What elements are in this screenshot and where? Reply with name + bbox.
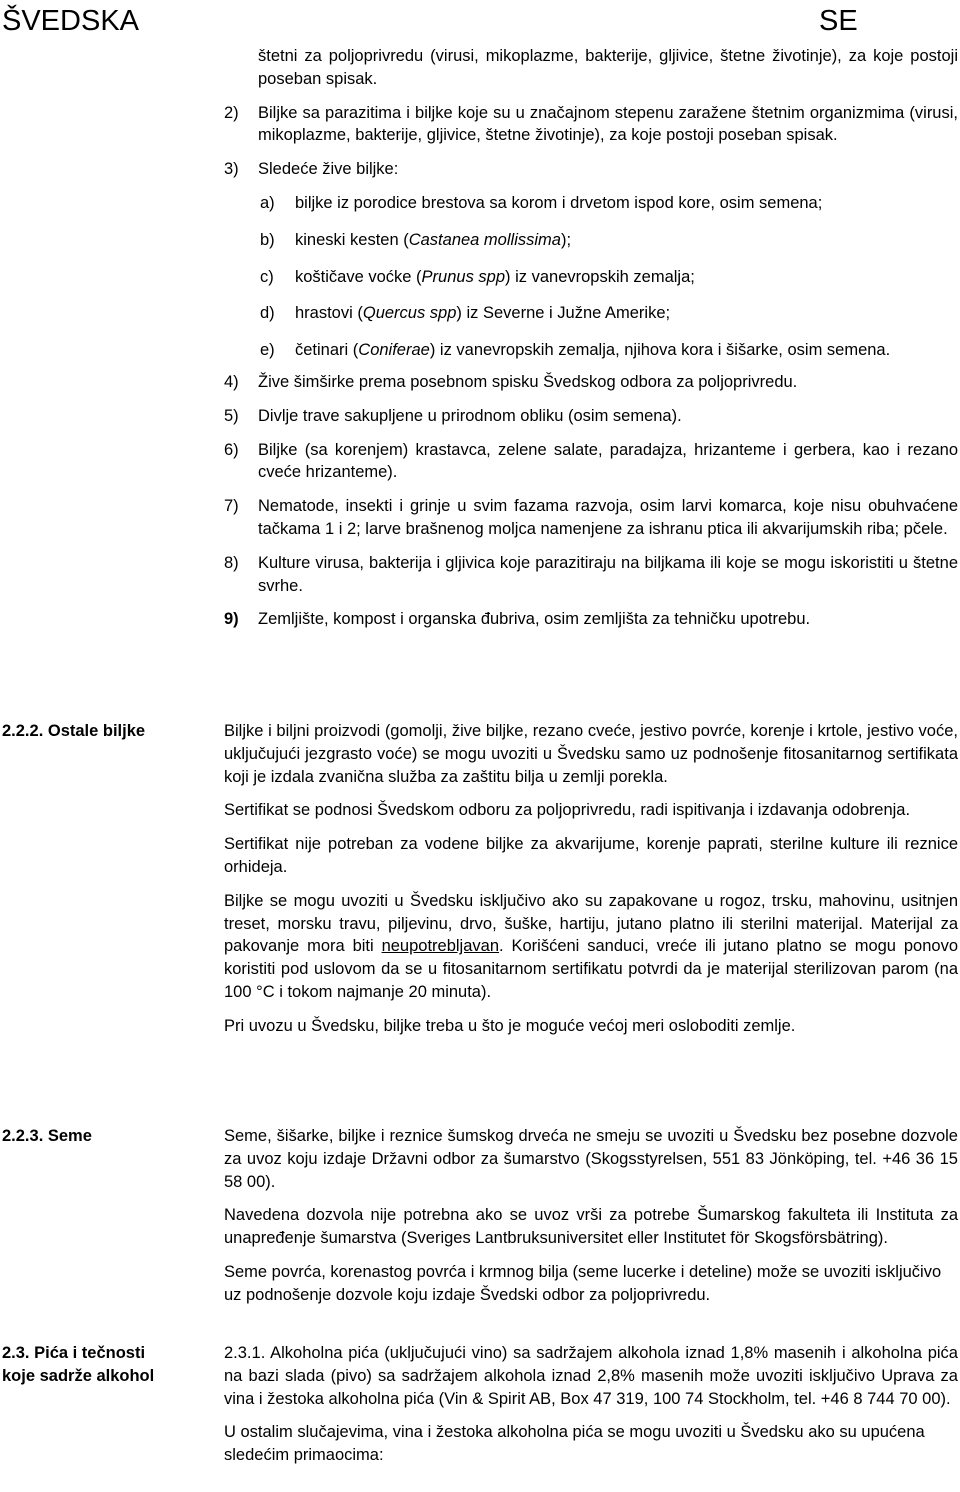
latin-name: Castanea mollissima	[408, 230, 561, 249]
sub-item-d	[260, 302, 958, 325]
paragraph: 2.3.1. Alkoholna pića (uključujući vino) sa sadržajem alkohola iznad 1,8% masenih i alkoholna pića na bazi slada (pivo) sa sadržajem alkohola iznad 2,8% masenih može uvoziti isključivo Uprava za vina i žestoka alkoholna pića (Vin & Spirit AB, Box 47 319, 100 74 Stockholm, tel. +46 8 744 70 00).	[224, 1344, 958, 1408]
sub-item-letter: b)	[260, 230, 275, 249]
paragraph: Navedena dozvola nije potrebna ako se uvoz vrši za potrebe Šumarskog fakulteta ili Instituta za unapređenje šumarstva (Sveriges Lantbruksuniversitet eller Institutet för Skogsförsbätring).	[224, 1206, 958, 1248]
sub-item-text: hrastovi (Quercus spp) iz Severne i Južne Amerike;	[295, 304, 671, 323]
paragraph: Seme povrća, korenastog povrća i krmnog bilja (seme lucerke i deteline) može se uvoziti isključivo uz podnošenje dozvole koju izdaje Švedski odbor za poljoprivredu.	[224, 1262, 942, 1304]
sub-item-c	[260, 266, 958, 289]
section-2-2-3-body	[224, 1125, 958, 1307]
restricted-list	[224, 45, 958, 631]
list-item-7	[224, 495, 958, 541]
paragraph: Biljke se mogu uvoziti u Švedsku isključivo ako su zapakovane u rogoz, trsku, mahovinu, usitnjen treset, morsku travu, piljevinu, drvo, šuške, hartiju, jutano platno ili sterilni materijal. Materijal za pakovanje mora biti neupotrebljavan. Korišćeni sanduci, vreće ili jutano platno se mogu ponovo koristiti pod uslovom da se u fitosanitarnom sertifikatu potvrdi da je materijal sterilizovan parom (na 100 °C i tokom najmanje 20 minuta).	[224, 891, 958, 1001]
sub-item-b	[260, 229, 958, 252]
item-number: 5)	[224, 406, 239, 425]
item-text: Biljke sa parazitima i biljke koje su u značajnom stepenu zaražene štetnim organizmima (virusi, mikoplazme, bakterije, gljivice, štetne životinje), za koje postoji poseban spisak.	[258, 103, 958, 145]
item-text: Sledeće žive biljke:	[258, 160, 399, 179]
section-2-3-body	[224, 1342, 958, 1467]
item-text: Kulture virusa, bakterija i gljivica koje parazitiraju na biljkama ili koje se mogu iskoristiti u štetne svrhe.	[258, 553, 958, 595]
paragraph: Pri uvozu u Švedsku, biljke treba u što je moguće većoj meri osloboditi zemlje.	[224, 1016, 796, 1035]
list-item-9	[224, 608, 958, 631]
item-number: 6)	[224, 440, 239, 459]
item-text: Nematode, insekti i grinje u svim fazama razvoja, osim larvi komarca, koje nisu obuhvaćene tačkama 1 i 2; larve brašnenog moljca namenjene za ishranu ptica ili akvarijumskih riba; pčele.	[258, 497, 958, 538]
item-number: 9)	[224, 610, 239, 629]
paragraph: Seme, šišarke, biljke i reznice šumskog drveća ne smeju se uvoziti u Švedsku bez posebne dozvole za uvoz koju izdaje Državni odbor za šumarstvo (Skogsstyrelsen, 551 83 Jönköping, tel. +46 36 15 58 00).	[224, 1127, 958, 1191]
sub-item-e	[260, 339, 958, 362]
header-country-name: ŠVEDSKA	[2, 5, 139, 37]
item-text: Žive šimširke prema posebnom spisku Švedskog odbora za poljoprivredu.	[258, 372, 798, 391]
sub-item-letter: a)	[260, 193, 275, 212]
item-number: 4)	[224, 372, 239, 391]
paragraph: U ostalim slučajevima, vina i žestoka alkoholna pića se mogu uvoziti u Švedsku ako su upućena sledećim primaocima:	[224, 1423, 925, 1465]
item-number: 8)	[224, 553, 239, 572]
sub-item-letter: e)	[260, 341, 275, 360]
list-item-6	[224, 439, 958, 485]
item-number: 3)	[224, 160, 239, 179]
paragraph: Biljke i biljni proizvodi (gomolji, žive biljke, rezano cveće, jestivo povrće, korenje i krtole, jestivo voće, uključujući jezgrasto voće) se mogu uvoziti u Švedsku samo uz podnošenje fitosanitarnog sertifikata koji je izdala zvanična služba za zaštitu bilja u zemlji porekla.	[224, 722, 958, 786]
section-heading-2-2-2: 2.2.2. Ostale biljke	[2, 722, 146, 740]
heading-line: koje sadrže alkohol	[2, 1366, 155, 1385]
item-number: 7)	[224, 497, 239, 516]
latin-name: Quercus spp	[362, 304, 457, 323]
underlined-term: neupotrebljavan	[381, 937, 500, 956]
section-2-2-2-body	[224, 720, 958, 1038]
sub-item-letter: c)	[260, 267, 274, 286]
item-number: 2)	[224, 103, 239, 122]
sub-item-text: četinari (Coniferae) iz vanevropskih zemalja, njihova kora i šišarke, osim semena.	[295, 341, 891, 360]
list-item-8	[224, 552, 958, 598]
sub-item-text: biljke iz porodice brestova sa korom i drvetom ispod kore, osim semena;	[295, 193, 823, 212]
list-item-5	[224, 405, 958, 428]
paragraph: Sertifikat se podnosi Švedskom odboru za poljoprivredu, radi ispitivanja i izdavanja odobrenja.	[224, 801, 911, 820]
paragraph: Sertifikat nije potreban za vodene biljke za akvarijume, korenje paprati, sterilne kulture ili reznice orhideja.	[224, 835, 958, 876]
header-country-code: SE	[819, 5, 858, 37]
item-text: Zemljište, kompost i organska đubriva, osim zemljišta za tehničku upotrebu.	[258, 610, 811, 629]
sub-item-letter: d)	[260, 304, 275, 323]
section-heading-2-3	[2, 1342, 217, 1388]
item-text: Divlje trave sakupljene u prirodnom obliku (osim semena).	[258, 406, 682, 425]
heading-line: 2.3. Pića i tečnosti	[2, 1344, 146, 1362]
item1-continuation: štetni za poljoprivredu (virusi, mikoplazme, bakterije, gljivice, štetne životinje), za koje postoji poseban spisak.	[258, 47, 958, 88]
sub-item-text: kineski kesten (Castanea mollissima);	[295, 230, 572, 249]
list-item-3	[224, 158, 958, 181]
sub-item-text: koštičave voćke (Prunus spp) iz vanevropskih zemalja;	[295, 267, 695, 286]
item-text: Biljke (sa korenjem) krastavca, zelene salate, paradajza, hrizanteme i gerbera, kao i rezano cveće hrizanteme).	[258, 440, 958, 482]
latin-name: Coniferae	[358, 341, 430, 360]
list-item-2	[224, 102, 958, 148]
list-item-4	[224, 371, 958, 394]
sub-item-a	[260, 192, 958, 215]
latin-name: Prunus spp	[421, 267, 506, 286]
section-heading-2-2-3: 2.2.3. Seme	[2, 1127, 92, 1145]
